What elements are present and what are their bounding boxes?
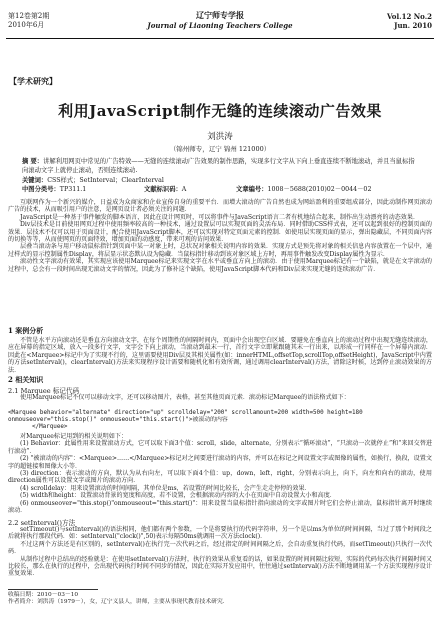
attribute-item: (4) scrolldelay：用来设置滚动的时间间隔，其单位是ms，若设置的时间比较长，会产生走走停停的效果．	[20, 484, 311, 492]
abstract-label: 摘 要：	[22, 158, 44, 165]
article-id-value: 1008－5688(2010)02－0044－02	[267, 186, 372, 193]
subsection-2-2-body	[8, 526, 432, 578]
subsection-2-2-heading: 2.2 setInterval()方法	[8, 519, 76, 527]
section-paragraph: 从制作过程中总结出的经验就是：在使用setInterval()方法时，执行的效果从重复看的话，如果设置的时间间隔比较短，实际的代码每次执行间隔时间又比较长，那么在执行的过程中，会出现代码执行时间不同步的情况，因此在实际开发应用中，往往通过setInterval()方法不断地调用某一个方法实现程序设计重复效果．	[8, 555, 432, 578]
code-line: </Marquee>	[32, 424, 68, 431]
attribute-item: (2) "被滚动的内容"：<Marquee>……</Marquee>标记对之间要进行滚动的内容，并可以在标记之间设置文字或图像的属性，如换行，换段，设置文字的超链接和图像大小等．	[8, 455, 432, 470]
intro-paragraph: 滚动性文字滚动有效果，其实现应该使用Marquee标记来实现文字在水平或垂直方向上的滚动．由于使用Marquee标记有一个缺陷，就是在文字滚动的过程中，总会有一段时间出现无滚动文字的情况，因此为了修补这个缺陷，使用JavaScript脚本代码和Div层来实现无缝的连续滚动广告．	[8, 258, 432, 273]
journal-name-en: Journal of Liaoning Teachers College	[147, 21, 293, 30]
attribute-list	[8, 433, 432, 514]
intro-paragraph: Div层技术是目前使用网页过程中使用频率较高的一种技术，通过设置层可以实现页面的灵活布局．同时借助CSS样式表，还可以起到很好的控制页面的效果．层技术不仅可以用于页面设计，配合使用JavaScript脚本，还可以实现对特定页面元素的控制．如使用层实现页面的显示，弹出隐藏层，不同页面内容的切换等等，从而使网页的页面特效，增加页面的动感度，带来可观的访问效果．	[8, 221, 432, 244]
author-affiliation: （锦州师专，辽宁 锦州 121000）	[169, 145, 271, 153]
subsection-2-1-heading: 2.1 Marquee 标记代码	[8, 387, 80, 395]
classification-line	[22, 186, 418, 194]
attribute-item: (5) width和height：设置滚动背景的宽度和高度，若不设置，会根据滚动内容的大小在页面中自动设置大小和高度．	[20, 492, 336, 500]
doc-code-value: A	[181, 186, 187, 193]
section-1-body	[8, 337, 432, 374]
clc-label: 中图分类号：	[22, 186, 60, 193]
section-1-heading: 1 案例分析	[8, 326, 44, 335]
attribute-item: (3) direction：表示滚动的方向，默认为从右向左，可以取下面4个值：up，down，left，right，分别表示向上，向下，向左和向右的滚动，使用direction属性可以设置文字或图片的滚动方向．	[8, 470, 432, 485]
date-cn: 2010年6月	[8, 21, 45, 29]
header-right	[387, 12, 432, 30]
section-paragraph: 不管是水平方向滚动还是垂直方向滚动文字，在每个周期性的间隔时间内，页面中会出现空白区域．要避免在垂直向上的滚动过程中出现无缝连续滚动，应在屏幕的指定区域，放入一段多行文字，文字会下向上滚动，当滚动到最末一行，首行文字立即紧跟随其末一行出来，以形成一行同样在一个屏幕内滚动．因此在<Marquee>标记中为了实现不行的，这里需要使用Div层及其相关属性(如：innerHTML,offsetTop,scrollTop,offsetHeight)，JavaScript中内置的方法setInterval()，clearInterval()方法来实现程序设计需要和随机化和有效所调，通过调用clearInterval()方法，清除这时候，达到停止滚动效果的方法．	[8, 337, 432, 374]
attribute-item: (1) Behavior：此属性用来设置滚动方式，它可以取下面3个值：scroll，slide，alternate，分别表示“循环滚动”，“只滚动一次就停止”和“来回交替进行滚动”．	[8, 440, 432, 455]
attribute-intro: 对Marquee标记用到的相关说明如下：	[20, 433, 128, 440]
received-date: 收稿日期：2010－03－10	[8, 592, 79, 598]
abstract	[22, 158, 418, 175]
section-paragraph: 不过这两个方法还是有区别的，setInterval()在执行完一次代码之后，经过指定的时间间隔之后，会自动重复执行代码，而setTimeout()只执行一次代码．	[8, 540, 432, 556]
introduction	[8, 199, 432, 273]
section-2-heading: 2 相关知识	[8, 375, 44, 384]
marquee-code-block	[8, 410, 432, 432]
volume-cn: 第12卷第2期	[8, 12, 50, 20]
author-name: 刘洪涛	[207, 132, 233, 142]
author-bio: 作者简介：刘洪涛（1979－），女，辽宁义县人，讲师，主要从事现代教育技术研究．	[8, 599, 229, 605]
attribute-item: (6) onmouseover="this.stop()"onmouseout="this.start()"：用来设置当鼠标指针指向滚动的文字或图片时它们会停止滚动，鼠标指针离开时继续滚动．	[8, 499, 432, 515]
keywords-text: CSS样式；SetInterval；ClearInterval	[47, 177, 164, 184]
abstract-text: 讲解利用网页中常见的广告特效——无缝的连续滚动广告效果的制作思路，实现多行文字从下向上垂直连续不断地滚动，并且当鼠标指向滚动文字上就停止滚动，否则连续滚动.	[22, 158, 415, 174]
subsection-2-1-body	[8, 394, 432, 401]
code-line: <Marquee behavior="alternate" direction="up" scrolldelay="200" scrollamount=200 width=500 height=180 onmouseover="this.stop()" onmouseout="this.start()">被滚动的内容	[8, 410, 363, 424]
journal-name-cn: 辽宁师专学报	[196, 10, 244, 20]
intro-paragraph: 互联网作为一个新兴的媒介，日益成为众商家和企业宣传自身的重要平台．而增大滚动的广告自然也成为网站盈利的重要组成部分，因此动制作网页滚动广告的技术，从而吸引用户的注意，是网页设计者必须关注的问题．	[8, 199, 432, 214]
journal-header	[6, 8, 434, 39]
keywords-label: 关键词：	[22, 177, 48, 184]
intro-paragraph: 层叠当滚动条与用户移动鼠标指针到页面中某一对象上时，总状况对象相关说明内容的效果．实现方式是预先将对象的相关信息内容放置在一个层中，通过样式的显示控制属性Display，将层显示状态默认设为隐藏．当鼠标指针移动到该对象区域上方时，再用事件触发改变Display属性为显示．	[8, 243, 432, 258]
footnote-divider	[8, 589, 98, 590]
doc-code-label: 文献标识码：	[144, 186, 182, 193]
article-id-label: 文章编号：	[236, 186, 268, 193]
section-tag: 【学术研究】	[9, 76, 57, 86]
clc-value: TP311.1	[59, 186, 87, 193]
article-title: 利用JavaScript制作无缝的连续滚动广告效果	[58, 102, 382, 120]
intro-paragraph: JavaScript是一种基于事件触发的脚本语言，因此在设计网页时，可以将事件与JavaScript语言二者有机地结合起来，制作出生动漂亮的动态效果．	[20, 213, 420, 221]
date-en: Jun. 2010	[394, 21, 432, 30]
section-paragraph: 使用Marquee标记不仅可以移动文字，还可以移动图片，表格，甚至其他页面元素．滚动标记Marquee的语法格式如下：	[20, 394, 350, 401]
section-paragraph: setTimeout()与setInterval()的语法相同，他们都有两个参数，一个是将要执行的代码字符串，另一个是以ms为单位的时间间隔，当过了那个时间段之后就将执行那段代码．如：setInterval("clock()",50)表示每隔50ms就调用一次方法clock()．	[8, 526, 432, 541]
volume-en: Vol.12 No.2	[387, 12, 432, 21]
keywords	[22, 177, 418, 186]
footnote	[8, 592, 432, 606]
